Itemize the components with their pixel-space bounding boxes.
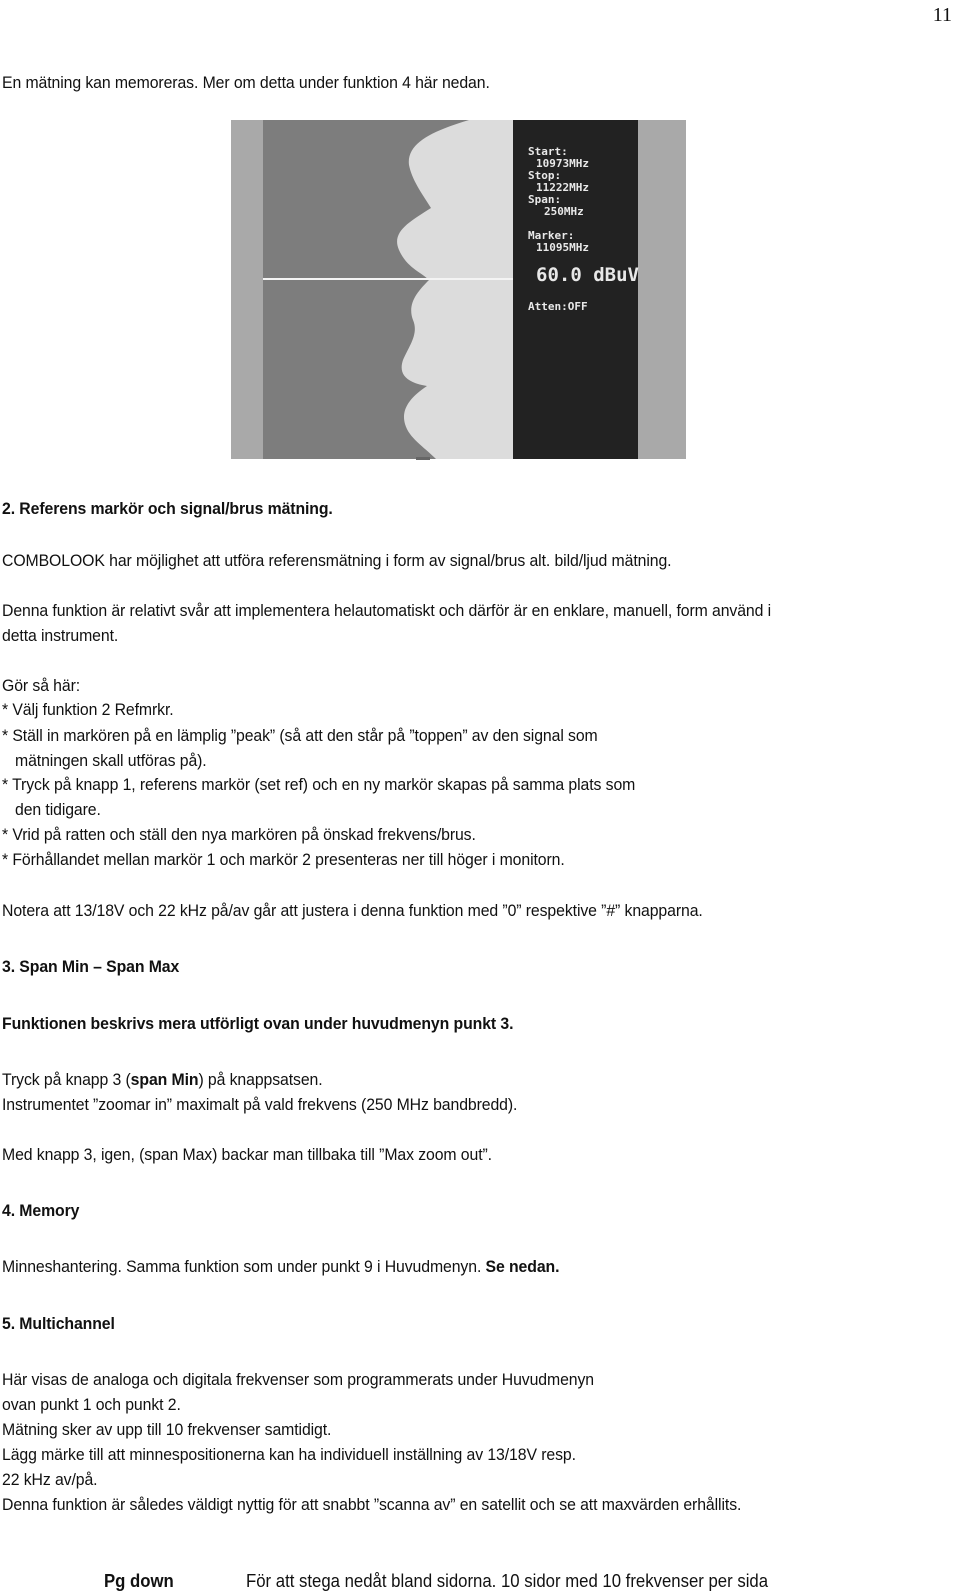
- section3-line3: Med knapp 3, igen, (span Max) backar man tillbaka till ”Max zoom out”.: [2, 1145, 492, 1164]
- atten-readout: Atten:OFF: [528, 300, 588, 313]
- marker-value: 11095MHz: [536, 241, 589, 254]
- section3-bold-line: Funktionen beskrivs mera utförligt ovan under huvudmenyn punkt 3.: [2, 1014, 514, 1033]
- spectrum-screenshot: [231, 120, 686, 459]
- section4-heading: 4. Memory: [2, 1201, 80, 1220]
- pg-down-key: Pg down: [104, 1571, 174, 1591]
- step2-line2: mätningen skall utföras på).: [15, 751, 207, 770]
- step3-line1: * Tryck på knapp 1, referens markör (set ref) och en ny markör skapas på samma plats som: [2, 775, 636, 794]
- step3-line2: den tidigare.: [15, 800, 101, 819]
- section2-heading: 2. Referens markör och signal/brus mätning.: [2, 499, 333, 518]
- figure-tick: [416, 457, 430, 460]
- section5-l1: Här visas de analoga och digitala frekvenser som programmerats under Huvudmenyn: [2, 1370, 594, 1389]
- section4-line-bold: Se nedan.: [485, 1257, 560, 1276]
- section5-heading: 5. Multichannel: [2, 1314, 115, 1333]
- section4-line: [2, 1255, 559, 1279]
- span-value: 250MHz: [544, 205, 584, 218]
- section3-line2: Instrumentet ”zoomar in” maximalt på vald frekvens (250 MHz bandbredd).: [2, 1095, 518, 1114]
- section3-line1: [2, 1068, 323, 1092]
- section5-l2: ovan punkt 1 och punkt 2.: [2, 1395, 181, 1414]
- howto-label: Gör så här:: [2, 676, 81, 695]
- level-readout: 60.0 dBuV: [536, 264, 639, 286]
- step4: * Vrid på ratten och ställ den nya markören på önskad frekvens/brus.: [2, 825, 476, 844]
- start-label: Start:: [528, 145, 568, 158]
- page-number: 11: [932, 4, 952, 26]
- section2-p2-line2: detta instrument.: [2, 626, 119, 645]
- section4-line-pre: Minneshantering. Samma funktion som under punkt 9 i Huvudmenyn.: [2, 1257, 486, 1276]
- step2-line1: * Ställ in markören på en lämplig ”peak” (så att den står på ”toppen” av den signal som: [2, 726, 598, 745]
- section5-l6: Denna funktion är således väldigt nyttig för att snabbt ”scanna av” en satellit och se att maxvärden erhållits.: [2, 1495, 742, 1514]
- section2-p2-line1: Denna funktion är relativt svår att implementera helautomatiskt och därför är en enklare, manuell, form använd i: [2, 601, 772, 620]
- section5-l5: 22 kHz av/på.: [2, 1470, 98, 1489]
- start-value: 10973MHz: [536, 157, 589, 170]
- section2-p1: COMBOLOOK har möjlighet att utföra referensmätning i form av signal/brus alt. bild/ljud mätning.: [2, 551, 672, 570]
- note: Notera att 13/18V och 22 kHz på/av går att justera i denna funktion med ”0” respektive ”#” knapparna.: [2, 901, 703, 920]
- line1-post: ) på knappsatsen.: [198, 1070, 323, 1089]
- step1: * Välj funktion 2 Refmrkr.: [2, 700, 174, 719]
- span-label: Span:: [528, 193, 562, 206]
- line1-pre: Tryck på knapp 3 (: [2, 1070, 131, 1089]
- section3-heading: 3. Span Min – Span Max: [2, 957, 180, 976]
- stop-value: 11222MHz: [536, 181, 589, 194]
- section5-l3: Mätning sker av upp till 10 frekvenser samtidigt.: [2, 1420, 332, 1439]
- step5: * Förhållandet mellan markör 1 och markör 2 presenteras ner till höger i monitorn.: [2, 850, 565, 869]
- section5-l4: Lägg märke till att minnespositionerna kan ha individuell inställning av 13/18V resp.: [2, 1445, 576, 1464]
- marker-label: Marker:: [528, 229, 575, 242]
- intro-text: En mätning kan memoreras. Mer om detta under funktion 4 här nedan.: [2, 73, 490, 92]
- stop-label: Stop:: [528, 169, 562, 182]
- line1-bold: span Min: [130, 1070, 199, 1089]
- pg-down-description: För att stega nedåt bland sidorna. 10 sidor med 10 frekvenser per sida: [246, 1571, 769, 1591]
